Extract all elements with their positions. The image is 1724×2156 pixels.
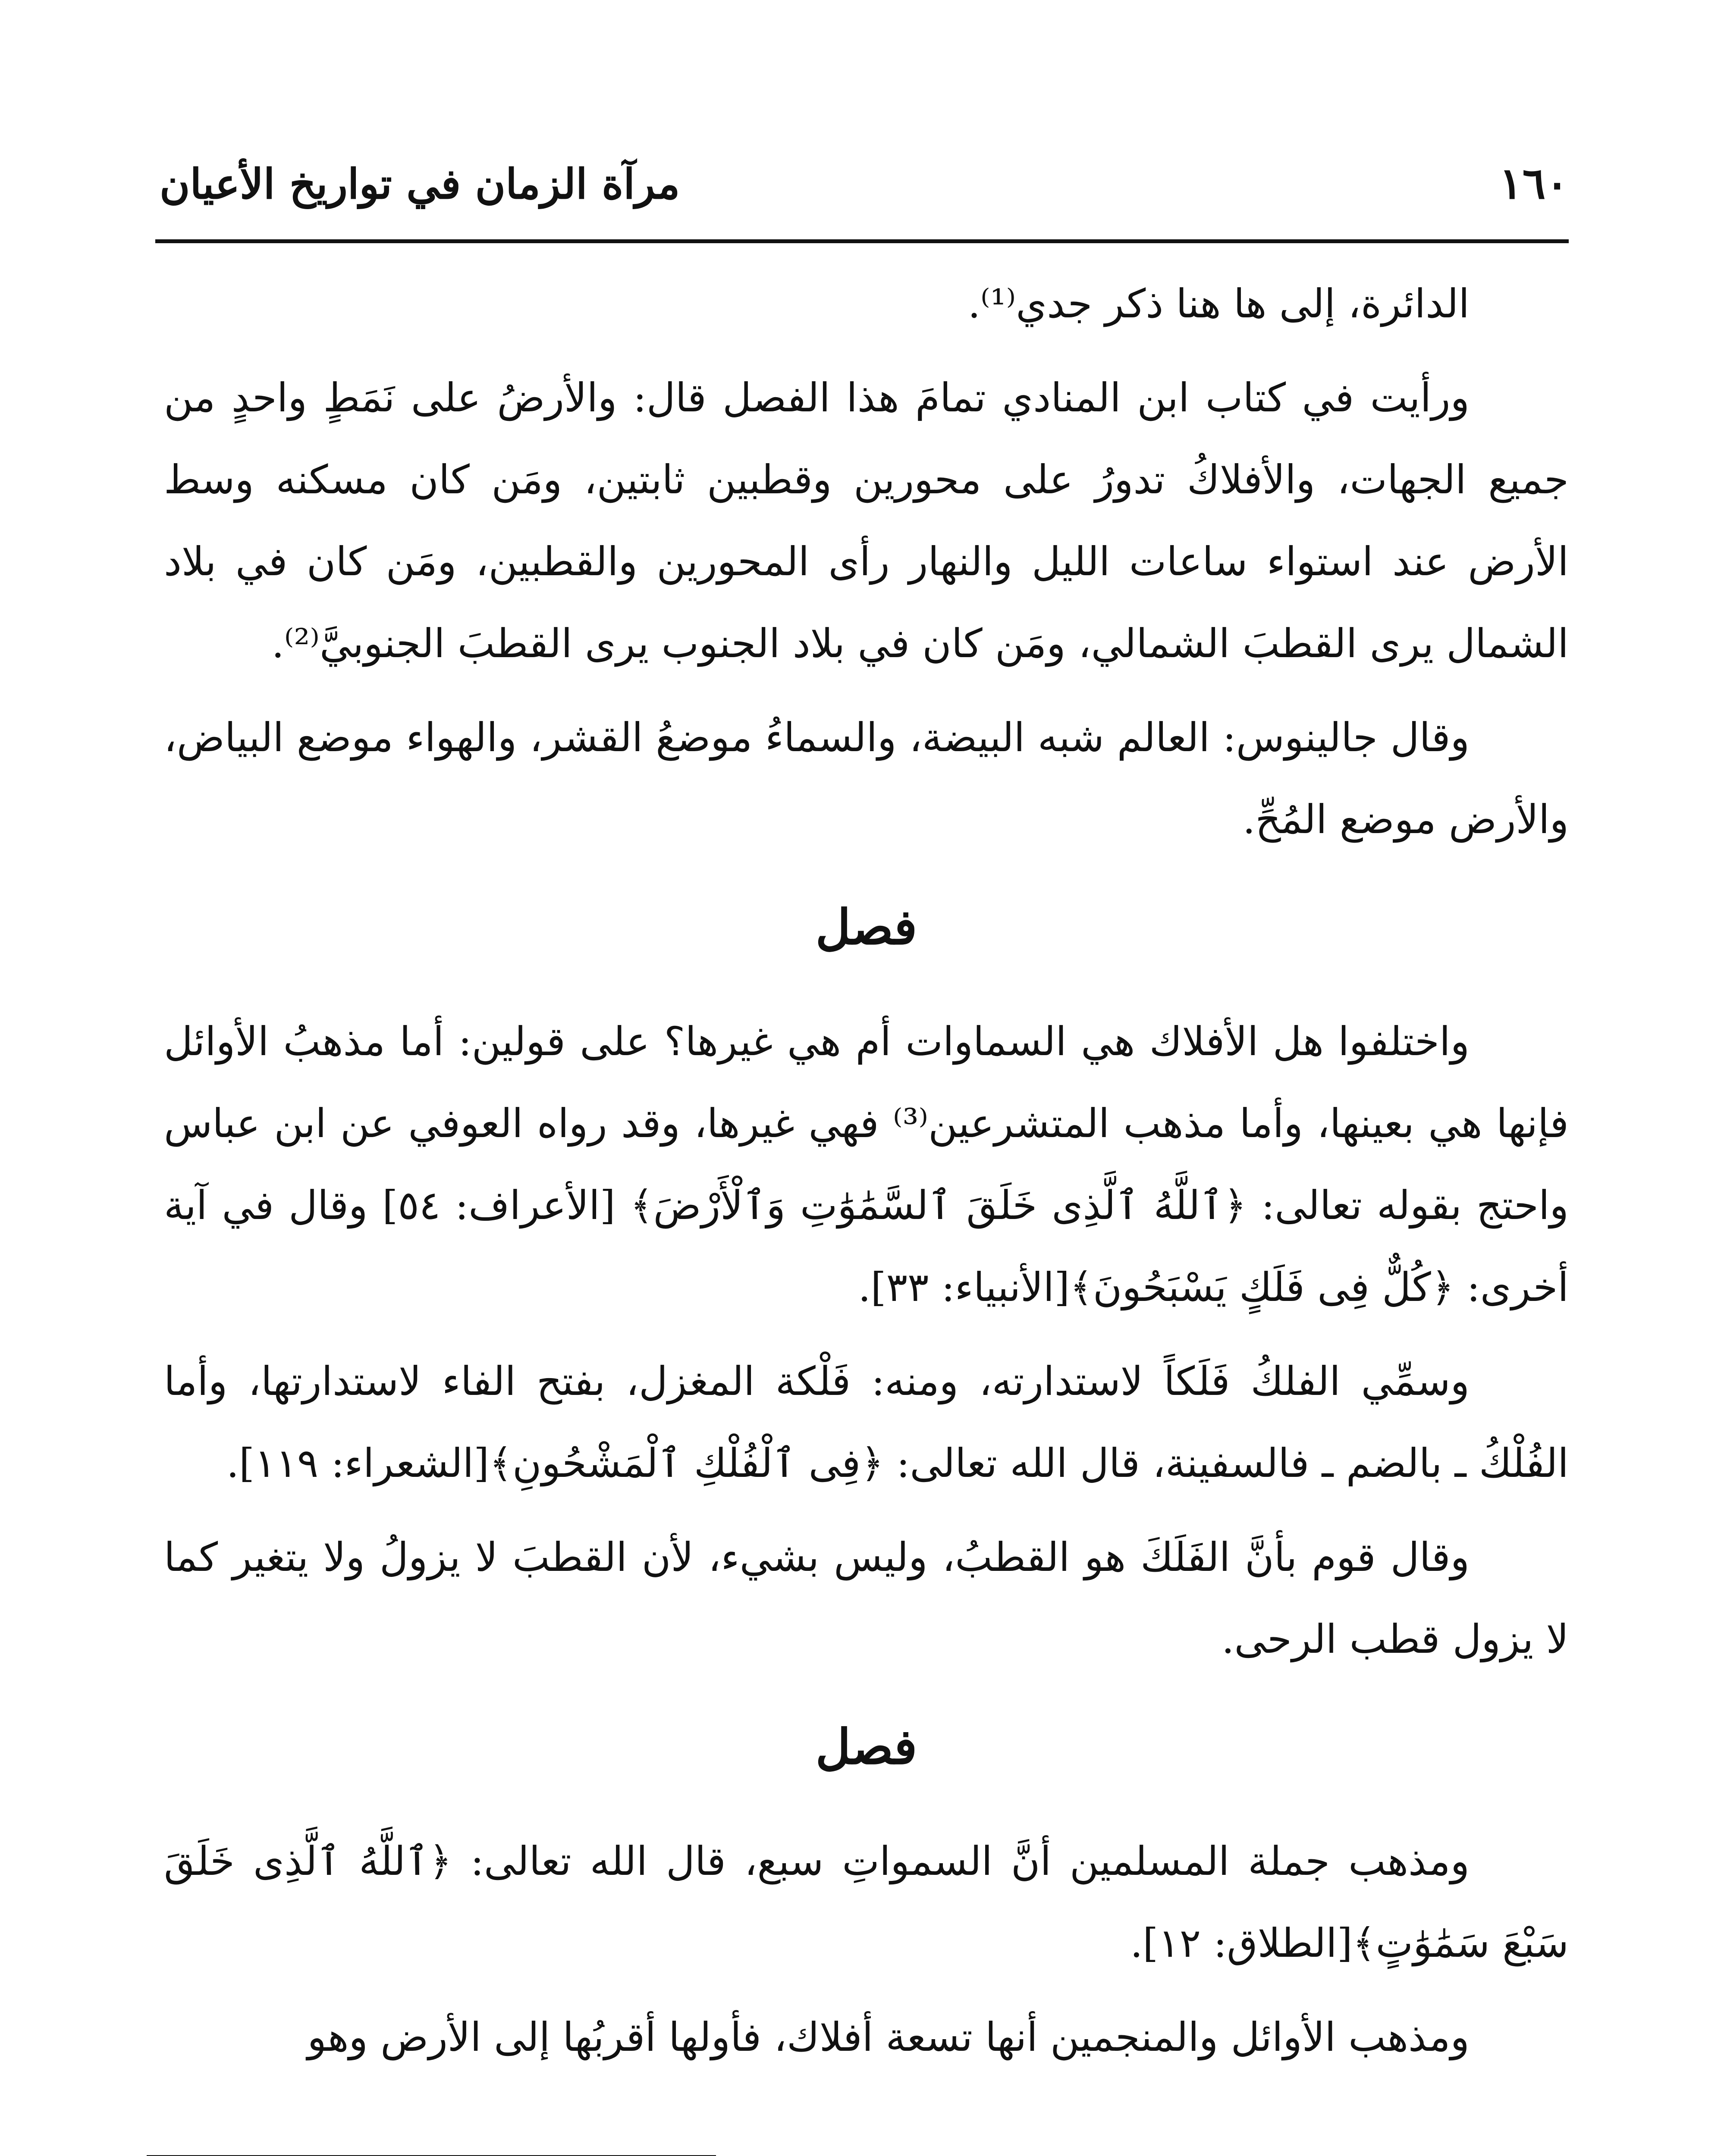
body-text <box>164 263 1569 2090</box>
header-rule <box>155 239 1569 243</box>
section-heading-1: فصل <box>815 899 917 956</box>
paragraph-7: ومذهب جملة المسلمين أنَّ السمواتِ سبع، قال الله تعالى: ﴿ٱللَّهُ ٱلَّذِى خَلَقَ سَبْعَ سَمَٰوَٰتٍ﴾[الطلاق: ١٢]. <box>164 1838 1569 1966</box>
paragraph-3: وقال جالينوس: العالم شبه البيضة، والسماءُ موضعُ القشر، والهواء موضع البياض، والأرض موضع المُحِّ. <box>164 714 1569 843</box>
paragraph-8: ومذهب الأوائل والمنجمين أنها تسعة أفلاك، فأولها أقربُها إلى الأرض وهو <box>307 2014 1470 2060</box>
paragraph-2: ورأيت في كتاب ابن المنادي تمامَ هذا الفصل قال: والأرضُ على نَمَطٍ واحدٍ من جميع الجهات، والأفلاكُ تدورُ على محورين وقطبين ثابتين، ومَن كان مسكنه وسط الأرض عند استواء ساعات الليل والنهار رأى المحورين والقطبين، ومَن كان في بلاد الشمال يرى القطبَ الشمالي، ومَن كان في بلاد الجنوب يرى القطبَ الجنوبيَّ⁽²⁾. <box>164 375 1569 667</box>
paragraph-6: وقال قوم بأنَّ الفَلَكَ هو القطبُ، وليس بشيء، لأن القطبَ لا يزولُ ولا يتغير كما لا يزول قطب الرحى. <box>164 1534 1569 1662</box>
page-number: ١٦٠ <box>1499 158 1569 209</box>
paragraph-5: وسمِّي الفلكُ فَلَكاً لاستدارته، ومنه: فَلْكة المغزل، بفتح الفاء لاستدارتها، وأما الفُلْكُ ـ بالضم ـ فالسفينة، قال الله تعالى: ﴿فِى ٱلْفُلْكِ ٱلْمَشْحُونِ﴾[الشعراء: ١١٩]. <box>164 1358 1569 1486</box>
paragraph-1: الدائرة، إلى ها هنا ذكر جدي⁽¹⁾. <box>967 281 1470 327</box>
paragraph-4: واختلفوا هل الأفلاك هي السماوات أم هي غيرها؟ على قولين: أما مذهبُ الأوائل فإنها هي بعينها، وأما مذهب المتشرعين⁽³⁾ فهي غيرها، وقد رواه العوفي عن ابن عباس واحتج بقوله تعالى: ﴿ٱللَّهُ ٱلَّذِى خَلَقَ ٱلسَّمَٰوَٰتِ وَٱلْأَرْضَ﴾ [الأعراف: ٥٤] وقال في آية أخرى: ﴿كُلٌّ فِى فَلَكٍ يَسْبَحُونَ﴾[الأنبياء: ٣٣]. <box>164 1018 1569 1310</box>
section-heading-2: فصل <box>815 1719 917 1775</box>
running-title: مرآة الزمان في تواريخ الأعيان <box>160 160 680 208</box>
page-header <box>160 151 1569 233</box>
